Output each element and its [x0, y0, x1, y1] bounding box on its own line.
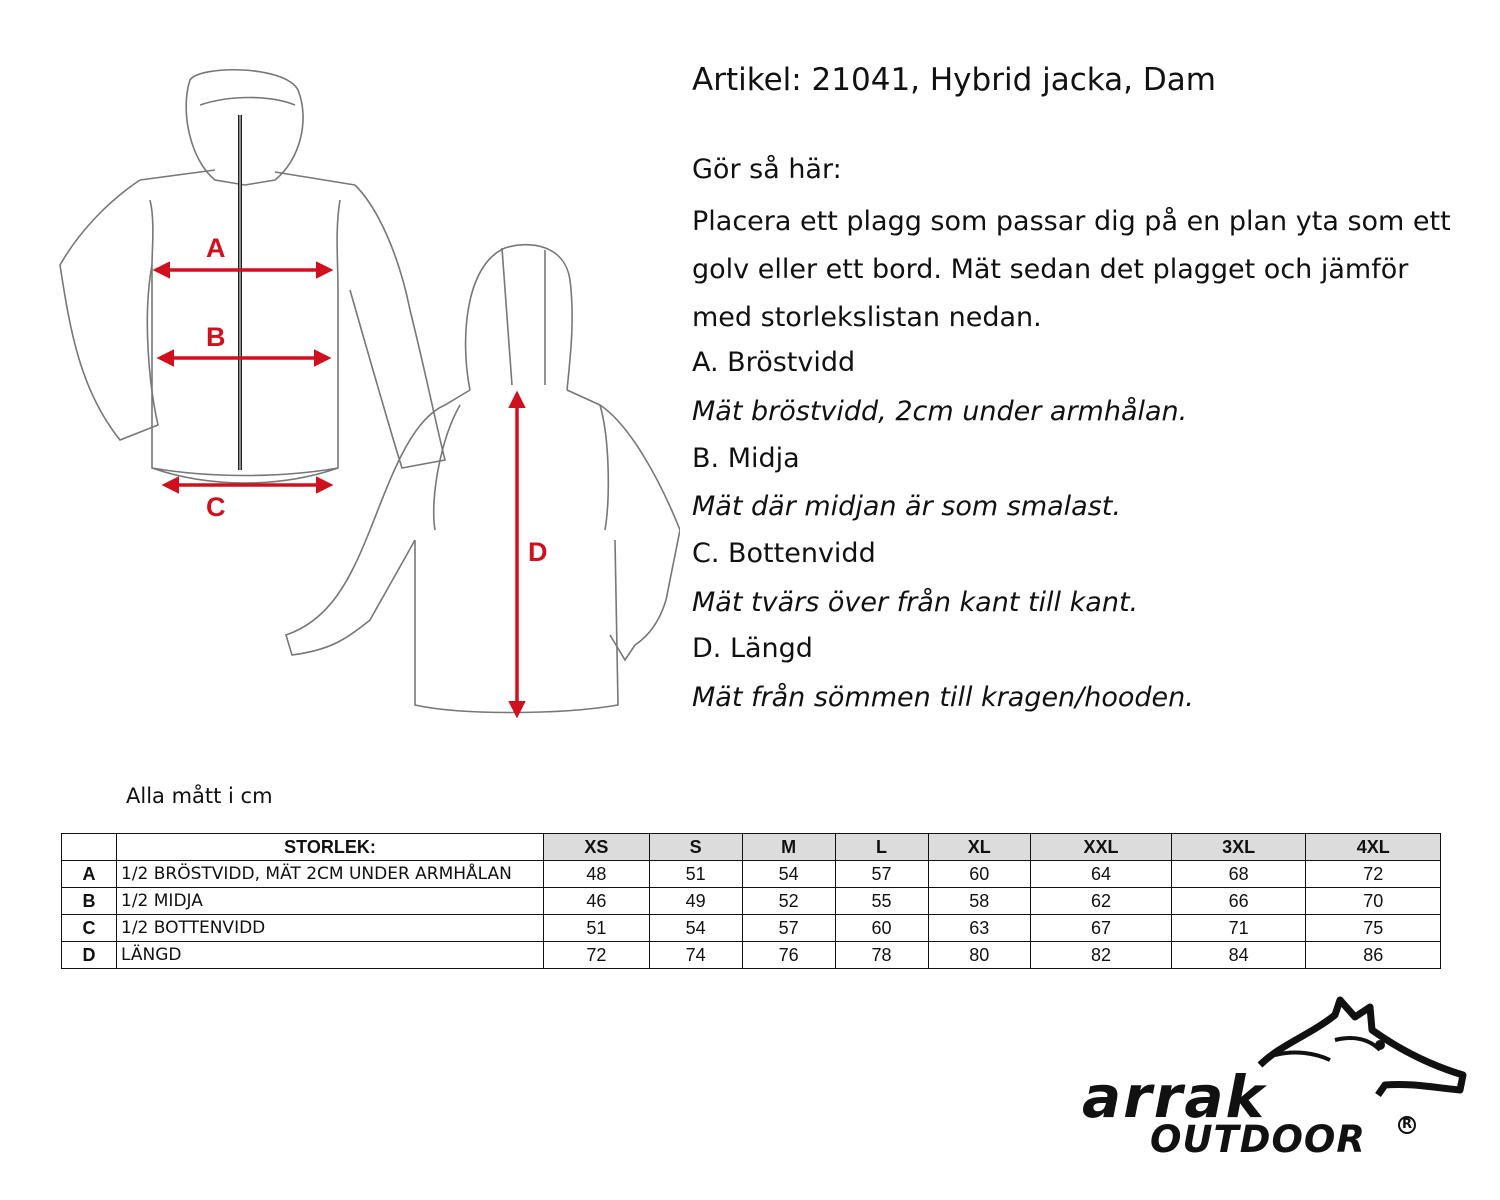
table-cell: 74 [649, 942, 742, 969]
table-cell: 82 [1031, 942, 1172, 969]
size-col-3xl: 3XL [1171, 834, 1306, 861]
article-title: Artikel: 21041, Hybrid jacka, Dam [692, 62, 1216, 98]
label-b: B [206, 322, 226, 352]
label-c: C [206, 492, 226, 522]
size-table [61, 833, 1441, 969]
size-col-s: S [649, 834, 742, 861]
table-row [62, 888, 1441, 915]
measure-d-heading: D. Längd [692, 633, 813, 664]
size-col-xs: XS [544, 834, 650, 861]
row-key: A [62, 861, 117, 888]
table-cell: 84 [1171, 942, 1306, 969]
row-key: C [62, 915, 117, 942]
table-cell: 51 [544, 915, 650, 942]
table-cell: 54 [742, 861, 835, 888]
table-cell: 49 [649, 888, 742, 915]
table-cell: 86 [1306, 942, 1441, 969]
row-label: 1/2 MIDJA [117, 888, 544, 915]
table-cell: 76 [742, 942, 835, 969]
row-label: 1/2 BOTTENVIDD [117, 915, 544, 942]
size-col-xl: XL [928, 834, 1031, 861]
table-cell: 71 [1171, 915, 1306, 942]
table-cell: 66 [1171, 888, 1306, 915]
size-col-m: M [742, 834, 835, 861]
table-cell: 55 [835, 888, 928, 915]
table-cell: 46 [544, 888, 650, 915]
table-cell: 63 [928, 915, 1031, 942]
table-cell: 72 [544, 942, 650, 969]
measure-d-desc: Mät från sömmen till kragen/hooden. [692, 682, 1194, 713]
table-cell: 60 [928, 861, 1031, 888]
table-row [62, 915, 1441, 942]
brand-logo-subtext: OUTDOOR [1150, 1118, 1366, 1161]
size-col-xxl: XXL [1031, 834, 1172, 861]
measure-b-desc: Mät där midjan är som smalast. [692, 491, 1121, 522]
table-cell: 57 [742, 915, 835, 942]
table-cell: 68 [1171, 861, 1306, 888]
label-d: D [528, 537, 548, 567]
table-cell: 80 [928, 942, 1031, 969]
row-key: D [62, 942, 117, 969]
jacket-back-outline [286, 245, 680, 713]
size-col-l: L [835, 834, 928, 861]
table-header-row [62, 834, 1441, 861]
jacket-front-outline [60, 70, 445, 483]
row-key: B [62, 888, 117, 915]
table-cell: 60 [835, 915, 928, 942]
units-note: Alla mått i cm [126, 784, 273, 808]
row-label: LÄNGD [117, 942, 544, 969]
brand-logo-text: arrak [1082, 1063, 1267, 1131]
table-cell: 48 [544, 861, 650, 888]
table-cell: 70 [1306, 888, 1441, 915]
label-a: A [206, 233, 226, 263]
table-cell: 52 [742, 888, 835, 915]
measure-c-desc: Mät tvärs över från kant till kant. [692, 587, 1139, 618]
table-corner-cell [62, 834, 117, 861]
table-cell: 75 [1306, 915, 1441, 942]
table-cell: 54 [649, 915, 742, 942]
instructions-text: Placera ett plagg som passar dig på en plan yta som ett golv eller ett bord. Mät sedan det plagget och jämför med storlekslistan nedan. [692, 206, 1451, 333]
table-cell: 58 [928, 888, 1031, 915]
table-row [62, 861, 1441, 888]
row-label: 1/2 BRÖSTVIDD, MÄT 2CM UNDER ARMHÅLAN [117, 861, 544, 888]
table-row [62, 942, 1441, 969]
instructions-heading: Gör så här: [692, 154, 842, 185]
table-cell: 57 [835, 861, 928, 888]
measure-a-heading: A. Bröstvidd [692, 347, 856, 378]
measure-a-desc: Mät bröstvidd, 2cm under armhålan. [692, 396, 1188, 427]
jacket-measurement-diagram [40, 60, 680, 730]
size-col-4xl: 4XL [1306, 834, 1441, 861]
table-cell: 64 [1031, 861, 1172, 888]
measure-b-heading: B. Midja [692, 443, 800, 474]
table-cell: 67 [1031, 915, 1172, 942]
registered-mark: R [1398, 1116, 1416, 1134]
table-cell: 72 [1306, 861, 1441, 888]
size-header-label: STORLEK: [117, 834, 544, 861]
measure-c-heading: C. Bottenvidd [692, 538, 876, 569]
table-cell: 62 [1031, 888, 1172, 915]
table-cell: 51 [649, 861, 742, 888]
table-cell: 78 [835, 942, 928, 969]
